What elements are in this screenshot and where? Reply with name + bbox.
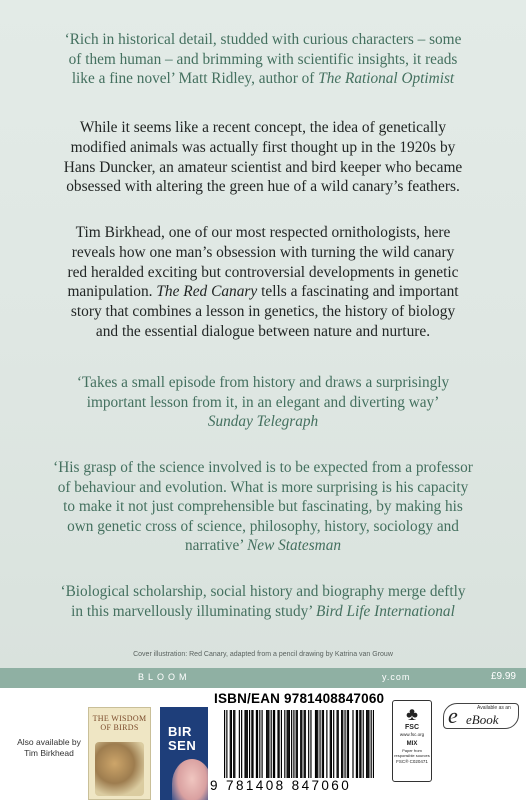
barcode-bar	[266, 710, 267, 778]
quote-line: important lesson from it, in an elegant and diverting way’	[86, 393, 440, 411]
barcode-bar	[249, 710, 250, 778]
barcode-bar	[287, 710, 288, 778]
blurb-line: modified animals was actually first thought up in the 1920s by	[70, 138, 456, 156]
isbn-label: ISBN/EAN 9781408847060	[214, 691, 385, 706]
barcode-bar	[348, 710, 349, 778]
barcode-bar	[352, 710, 353, 778]
barcode-bar	[296, 710, 297, 778]
barcode-bar	[252, 710, 253, 778]
barcode-bar	[323, 710, 324, 778]
barcode-bar	[357, 710, 358, 778]
barcode-bar	[239, 710, 240, 778]
barcode-bar	[224, 710, 225, 778]
quote-text: in this marvellously illuminating study’	[71, 602, 317, 620]
barcode	[224, 710, 374, 778]
quote-source: New Statesman	[247, 537, 342, 555]
barcode-bar	[297, 710, 298, 778]
quote-line: ‘Biological scholarship, social history and biography merge deftly	[60, 583, 466, 600]
barcode-bar	[256, 710, 257, 778]
publisher-name: BLOOM	[138, 672, 191, 682]
barcode-bar	[288, 710, 289, 778]
tree-icon: ♣	[406, 704, 418, 724]
book-title-line: BIR	[168, 724, 192, 739]
ebook-badge	[443, 703, 519, 729]
quote-text: like a fine novel’ Matt Ridley, author of	[71, 70, 319, 88]
barcode-bar	[347, 710, 348, 778]
barcode-bar	[251, 710, 252, 778]
book-title: The Rational Optimist	[318, 70, 455, 88]
author-name: Tim Birkhead	[24, 748, 74, 758]
barcode-bar	[366, 710, 367, 778]
publisher-url: y.com	[382, 672, 411, 682]
barcode-bar	[267, 710, 268, 778]
quote-line: to make it not just comprehensible but fascinating, by making his	[63, 498, 463, 516]
barcode-bar	[356, 710, 357, 778]
barcode-bar	[277, 710, 278, 778]
barcode-bar	[305, 710, 306, 778]
blurb-text: manipulation.	[67, 283, 157, 301]
cover-illustration-credit: Cover illustration: Red Canary, adapted from a pencil drawing by Katrina van Grouw	[133, 651, 393, 658]
barcode-bar	[279, 710, 280, 778]
book-thumbnail-wisdom-of-birds	[88, 707, 151, 800]
book-title-line: THE WISDOM	[92, 714, 147, 723]
quote-new-statesman	[20, 458, 506, 556]
barcode-bar	[333, 710, 334, 778]
barcode-bar	[367, 710, 368, 778]
quote-bird-life	[20, 582, 506, 621]
barcode-bar	[271, 710, 272, 778]
quote-line	[20, 602, 506, 622]
quote-line: ‘Takes a small episode from history and draws a surprisingly	[76, 374, 450, 391]
blurb-paragraph-1	[20, 118, 506, 197]
blurb-line: Hans Duncker, an amateur scientist and bird keeper who became	[63, 158, 463, 176]
barcode-bar	[338, 710, 339, 778]
book-cover-art	[172, 759, 210, 800]
barcode-bar	[317, 710, 318, 778]
barcode-bar	[246, 710, 247, 778]
quote-line: ‘Rich in historical detail, studded with curious characters – some	[64, 31, 462, 48]
quote-line	[20, 69, 506, 89]
book-cover-art	[95, 742, 144, 796]
fsc-mix: MIX	[406, 741, 418, 747]
ebook-e-icon: e	[448, 703, 458, 728]
barcode-bar	[233, 710, 234, 778]
barcode-bar	[308, 710, 309, 778]
barcode-bar	[373, 710, 374, 778]
quote-line	[20, 536, 506, 556]
barcode-bar	[273, 710, 274, 778]
fsc-site: www.fsc.org	[399, 732, 425, 737]
barcode-bar	[363, 710, 364, 778]
barcode-bar	[230, 710, 231, 778]
fsc-code: FSC® C020471	[396, 759, 428, 764]
barcode-bar	[342, 710, 343, 778]
barcode-bar	[281, 710, 282, 778]
barcode-bar	[360, 710, 361, 778]
blurb-line: While it seems like a recent concept, the idea of genetically	[79, 119, 447, 136]
fsc-label: FSC	[405, 724, 419, 731]
barcode-bar	[322, 710, 323, 778]
fsc-source-line: Paper from	[402, 748, 422, 753]
barcode-bar	[291, 710, 292, 778]
fsc-logo	[392, 700, 432, 782]
barcode-bar	[310, 710, 311, 778]
barcode-bar	[315, 710, 316, 778]
also-line: Also available by	[17, 737, 81, 747]
barcode-bar	[300, 710, 301, 778]
barcode-bar	[262, 710, 263, 778]
barcode-bar	[268, 710, 269, 778]
blurb-line: story that combines a lesson in genetics, the history of biology	[70, 303, 456, 321]
barcode-digits: 9 781408 847060	[210, 778, 352, 793]
barcode-bar	[289, 710, 290, 778]
quote-text: narrative’	[184, 537, 248, 555]
blurb-text: tells a fascinating and important	[257, 283, 459, 301]
blurb-line: and the essential dialogue between nature and nurture.	[95, 322, 431, 340]
book-title: The Red Canary	[156, 283, 258, 301]
also-available-label	[14, 737, 84, 759]
quote-line: ‘His grasp of the science involved is to be expected from a professor	[53, 459, 473, 476]
barcode-bar	[226, 710, 227, 778]
barcode-bar	[234, 710, 235, 778]
fsc-source-line: responsible sources	[394, 753, 430, 758]
barcode-bar	[257, 710, 258, 778]
barcode-bar	[259, 710, 260, 778]
ebook-text: eBook	[466, 712, 499, 727]
barcode-bar	[368, 710, 369, 778]
barcode-bar	[330, 710, 331, 778]
barcode-bar	[304, 710, 305, 778]
barcode-bar	[244, 710, 245, 778]
barcode-bar	[319, 710, 320, 778]
publisher-band	[0, 668, 526, 688]
quote-line: of behaviour and evolution. What is more surprising is his capacity	[57, 478, 469, 496]
quote-source: Sunday Telegraph	[207, 413, 319, 431]
quote-source: Bird Life International	[316, 602, 455, 620]
barcode-bar	[371, 710, 372, 778]
price: £9.99	[490, 671, 516, 682]
barcode-bar	[241, 710, 242, 778]
barcode-bar	[341, 710, 342, 778]
blurb-line	[20, 282, 506, 302]
book-title-line: SEN	[168, 738, 197, 753]
book-title-line: OF BIRDS	[100, 723, 139, 732]
blurb-line: red heralded exciting but controversial developments in genetic	[67, 263, 459, 281]
barcode-bar	[344, 710, 345, 778]
barcode-bar	[284, 710, 285, 778]
blurb-line: Tim Birkhead, one of our most respected ornithologists, here	[75, 224, 451, 241]
quote-line: of them human – and brimming with scientific insights, it reads	[68, 50, 458, 68]
barcode-bar	[293, 710, 294, 778]
barcode-bar	[316, 710, 317, 778]
barcode-bar	[301, 710, 302, 778]
barcode-bar	[337, 710, 338, 778]
ebook-available-text: Available as an	[477, 705, 511, 711]
book-thumbnail-title	[168, 725, 196, 753]
barcode-bar	[231, 710, 232, 778]
blurb-paragraph-2	[20, 223, 506, 342]
book-thumbnail-bird-sense	[160, 707, 210, 800]
barcode-bar	[247, 710, 248, 778]
book-thumbnail-title	[89, 714, 150, 732]
blurb-line: obsessed with altering the green hue of a wild canary’s feathers.	[66, 178, 460, 196]
blurb-line: reveals how one man’s obsession with turning the wild canary	[71, 243, 455, 261]
quote-matt-ridley	[20, 30, 506, 89]
barcode-bar	[331, 710, 332, 778]
quote-sunday-telegraph	[20, 373, 506, 432]
barcode-bar	[274, 710, 275, 778]
barcode-bar	[326, 710, 327, 778]
quote-line: own genetic cross of science, philosophy, history, sociology and	[67, 517, 459, 535]
barcode-bar	[359, 710, 360, 778]
